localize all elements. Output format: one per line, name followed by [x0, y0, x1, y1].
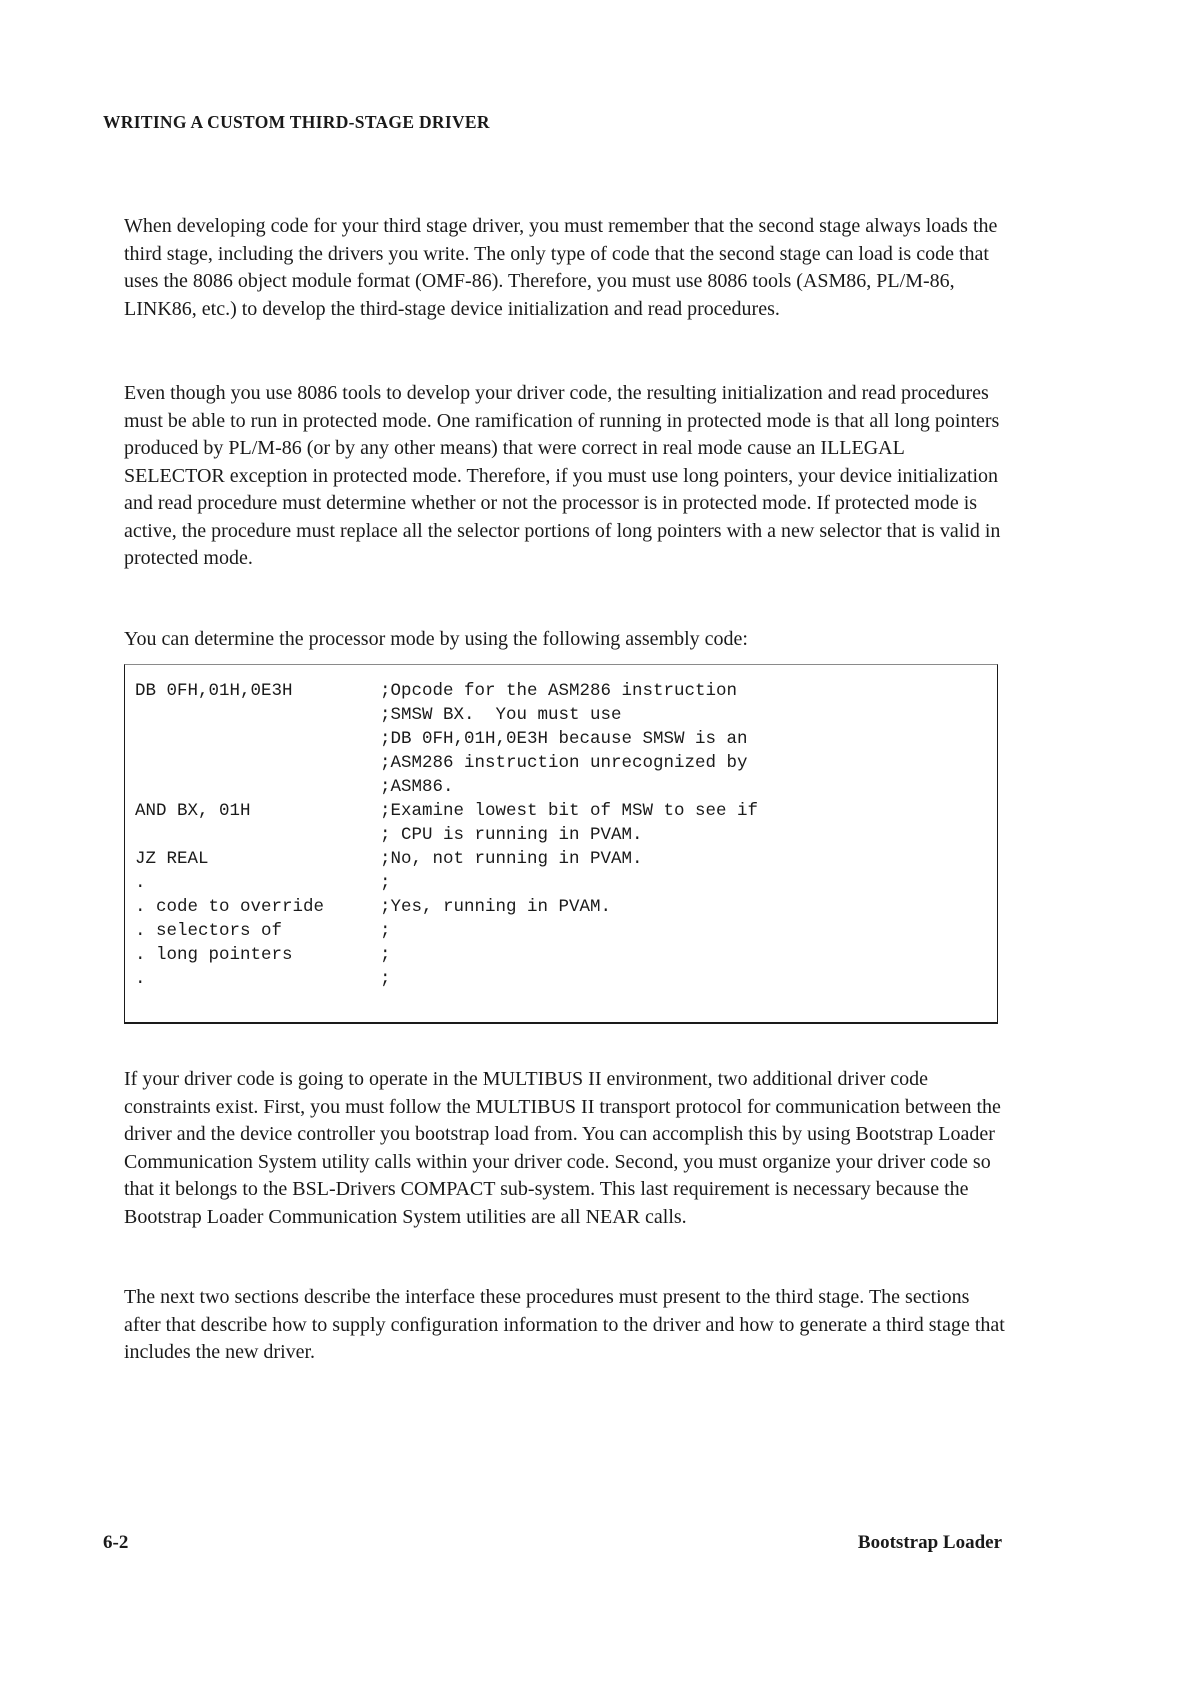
code-comment: ;DB 0FH,01H,0E3H because SMSW is an — [380, 729, 748, 749]
code-comment: ;No, not running in PVAM. — [380, 849, 643, 869]
paragraph-next-sections: The next two sections describe the interface these procedures must present to the third stage. The sections after that describe how to supply configuration information to the driver and how to generate a third stage that includes the new driver. — [124, 1286, 1005, 1363]
code-comment: ;Opcode for the ASM286 instruction — [380, 681, 738, 701]
code-comment: ;Examine lowest bit of MSW to see if — [380, 801, 759, 821]
code-comment: ;SMSW BX. You must use — [380, 705, 622, 725]
code-instruction: . long pointers — [135, 945, 293, 965]
code-instruction: . — [135, 969, 146, 989]
paragraph-protected-mode: Even though you use 8086 tools to develop your driver code, the resulting initialization and read procedures must be able to run in protected mode. One ramification of running in protected mode is that all long pointers produced by PL/M-86 (or by any other means) that were correct in real mode cause an ILLEGAL SELECTOR exception in protected mode. Therefore, if you must use long pointers, your device initialization and read procedure must determine whether or not the processor is in protected mode. If protected mode is active, the procedure must replace all the selector portions of long pointers with a new selector that is valid in protected mode. — [124, 382, 1001, 569]
code-comment: ; — [380, 969, 391, 989]
code-comment: ; — [380, 945, 391, 965]
code-comment: ;Yes, running in PVAM. — [380, 897, 612, 917]
code-instruction: . code to override — [135, 897, 325, 917]
book-title: Bootstrap Loader — [857, 1532, 1002, 1553]
code-comment: ; — [380, 873, 391, 893]
paragraph-multibus: If your driver code is going to operate in the MULTIBUS II environment, two additional driver code constraints exist. First, you must follow the MULTIBUS II transport protocol for communication between the driver and the device controller you bootstrap load from. You can accomplish this by using Bootstrap Loader Communication System utility calls within your driver code. Second, you must organize your driver code so that it belongs to the BSL-Drivers COMPACT sub-system. This last requirement is necessary because the Bootstrap Loader Communication System utilities are all NEAR calls. — [124, 1068, 1001, 1228]
code-instruction: AND BX, 01H — [135, 801, 251, 821]
code-comment: ; — [380, 921, 391, 941]
code-row — [135, 967, 391, 1063]
code-comment: ; CPU is running in PVAM. — [380, 825, 643, 845]
code-comment: ;ASM286 instruction unrecognized by — [380, 753, 748, 773]
paragraph-code-intro: You can determine the processor mode by using the following assembly code: — [124, 628, 748, 650]
code-instruction: . — [135, 873, 146, 893]
section-title: WRITING A CUSTOM THIRD-STAGE DRIVER — [103, 112, 490, 132]
code-instruction: DB 0FH,01H,0E3H — [135, 681, 293, 701]
code-instruction: . selectors of — [135, 921, 283, 941]
code-comment: ;ASM86. — [380, 777, 454, 797]
page-number: 6-2 — [103, 1532, 129, 1553]
paragraph-intro: When developing code for your third stage driver, you must remember that the second stage always loads the third stage, including the drivers you write. The only type of code that the second stage can load is code that uses the 8086 object module format (OMF-86). Therefore, you must use 8086 tools (ASM86, PL/M-86, LINK86, etc.) to develop the third-stage device initialization and read procedures. — [124, 215, 998, 320]
code-listing — [124, 664, 998, 1024]
code-instruction: JZ REAL — [135, 849, 209, 869]
